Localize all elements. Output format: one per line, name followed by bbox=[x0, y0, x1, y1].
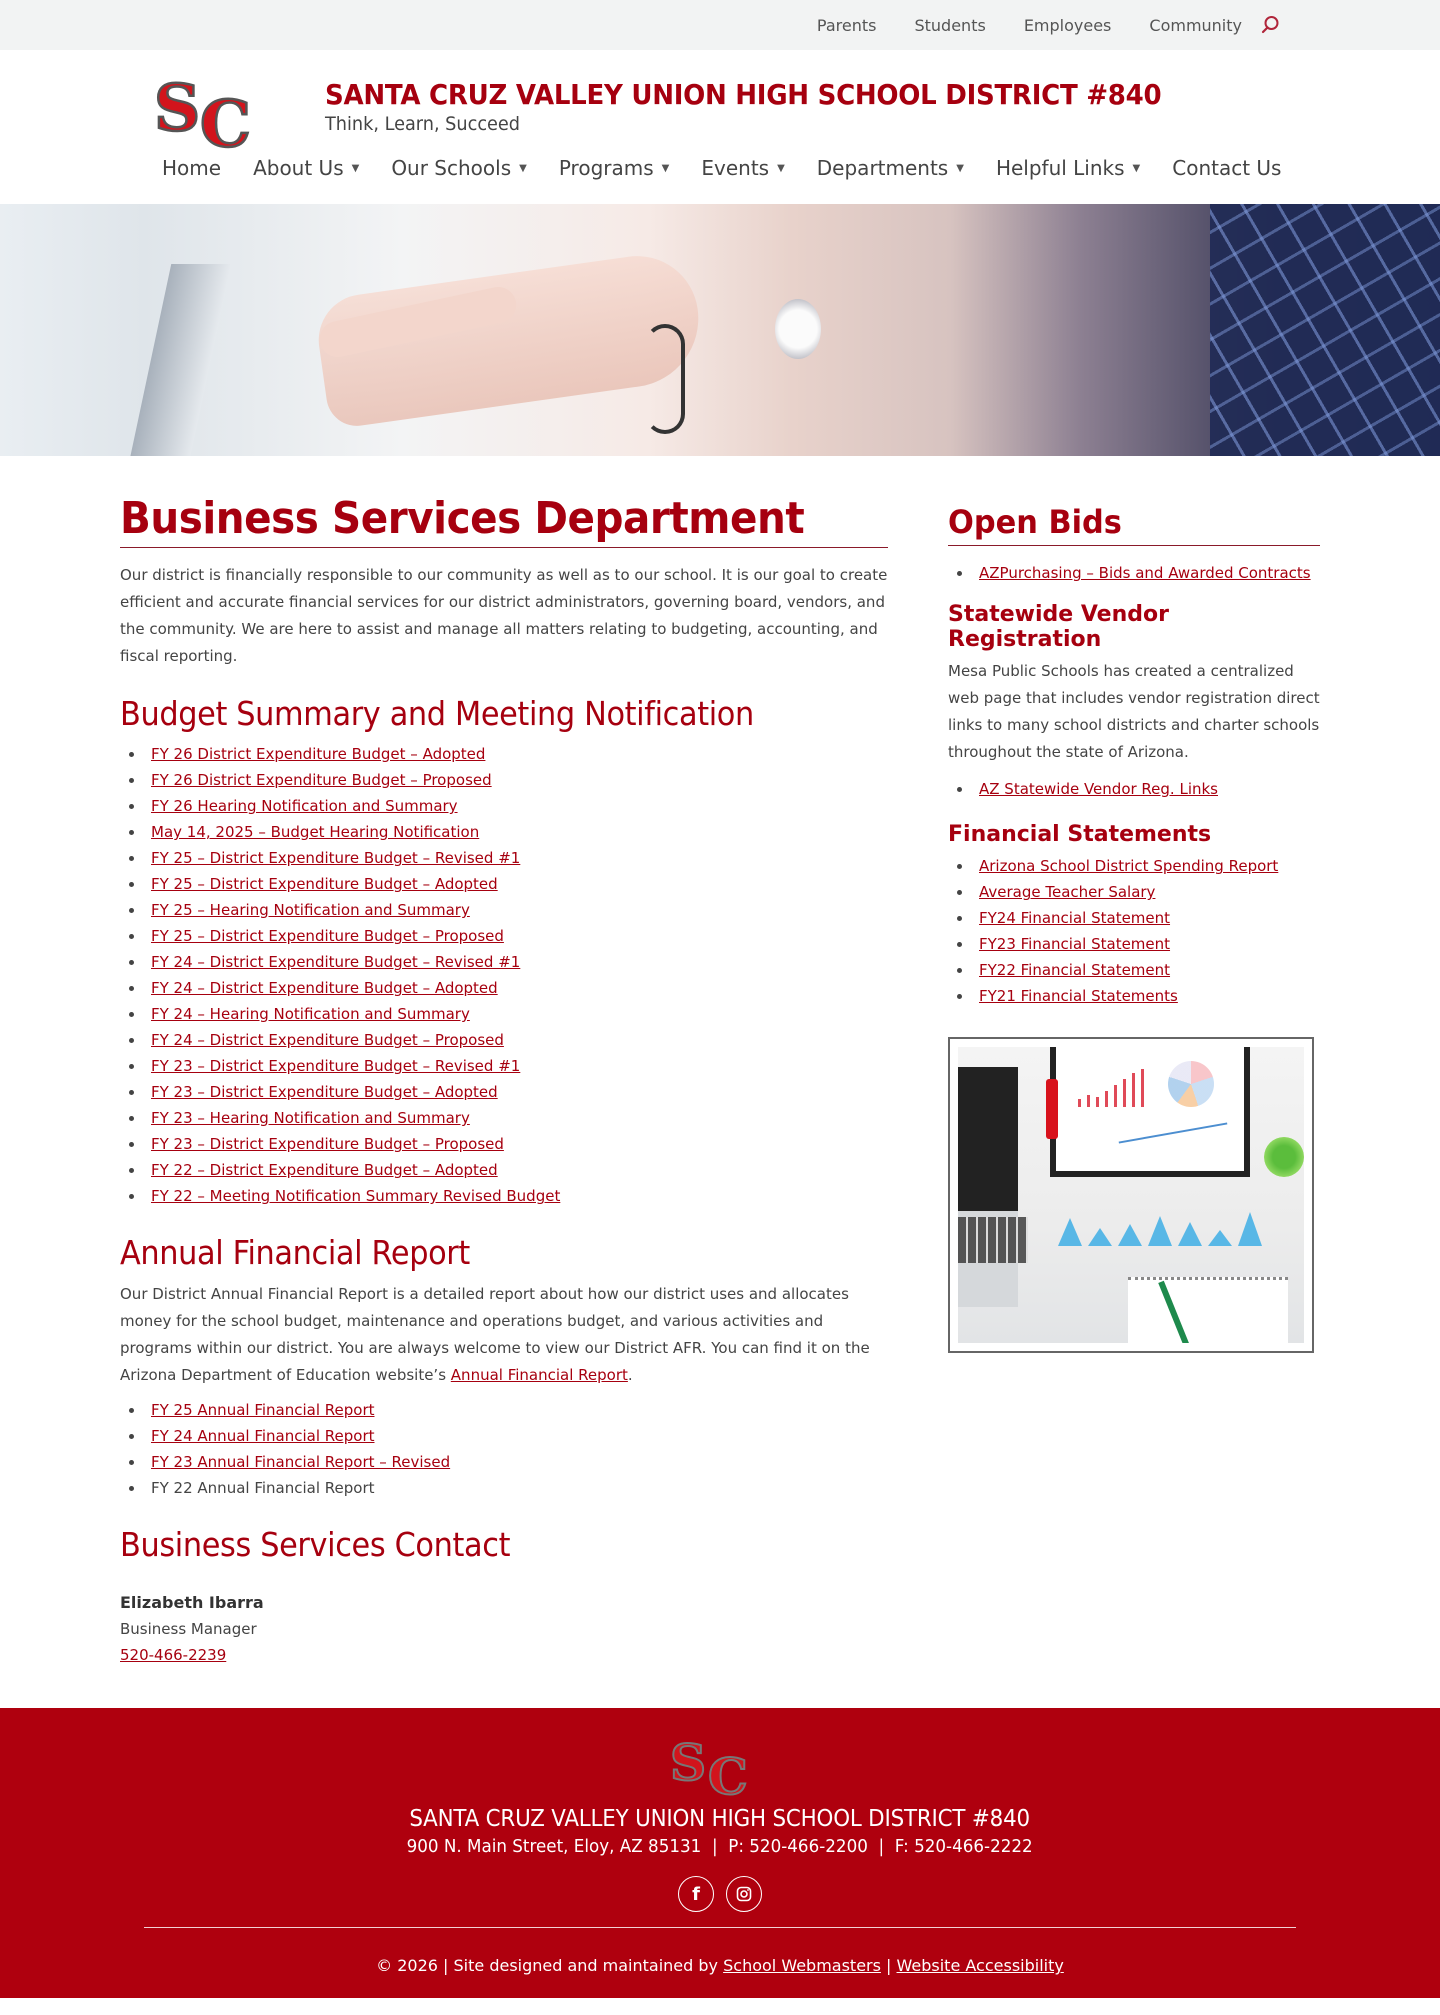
afr-plain-item: FY 22 Annual Financial Report bbox=[151, 1478, 375, 1497]
list-item bbox=[151, 1053, 888, 1079]
financial-link[interactable]: FY21 Financial Statements bbox=[979, 987, 1178, 1006]
list-item bbox=[151, 923, 888, 949]
svg-text:C: C bbox=[200, 87, 251, 150]
utility-link-parents[interactable]: Parents bbox=[816, 15, 877, 35]
afr-text-end: . bbox=[627, 1365, 633, 1384]
budget-link[interactable]: FY 25 – District Expenditure Budget – Proposed bbox=[151, 927, 504, 946]
site-title: SANTA CRUZ VALLEY UNION HIGH SCHOOL DISTRICT #840 bbox=[325, 78, 1162, 111]
nav-label: Contact Us bbox=[1172, 156, 1282, 180]
utility-link-community[interactable]: Community bbox=[1149, 15, 1242, 35]
list-item bbox=[979, 957, 1320, 983]
list-item bbox=[151, 767, 888, 793]
budget-link[interactable]: FY 22 – Meeting Notification Summary Revised Budget bbox=[151, 1187, 561, 1206]
instagram-icon[interactable] bbox=[726, 1876, 762, 1912]
list-item bbox=[151, 1105, 888, 1131]
budget-link[interactable]: FY 23 – District Expenditure Budget – Proposed bbox=[151, 1135, 504, 1154]
afr-link[interactable]: FY 24 Annual Financial Report bbox=[151, 1426, 375, 1445]
list-item bbox=[151, 845, 888, 871]
nav-label: About Us bbox=[253, 156, 344, 180]
caret-down-icon: ▼ bbox=[661, 162, 670, 174]
nav-item-programs[interactable] bbox=[559, 156, 670, 180]
budget-link[interactable]: FY 26 District Expenditure Budget – Proposed bbox=[151, 771, 492, 790]
utility-link-students[interactable]: Students bbox=[914, 15, 986, 35]
contact-name: Elizabeth Ibarra bbox=[120, 1593, 264, 1613]
photo-notebook-shape bbox=[1128, 1277, 1288, 1343]
list-item bbox=[979, 560, 1320, 586]
afr-link[interactable]: FY 25 Annual Financial Report bbox=[151, 1400, 375, 1419]
list-item bbox=[979, 776, 1320, 802]
hero-bracelet-shape bbox=[645, 324, 685, 434]
nav-label: Our Schools bbox=[391, 156, 512, 180]
budget-links-list bbox=[151, 741, 888, 1209]
budget-link[interactable]: FY 24 – District Expenditure Budget – Proposed bbox=[151, 1031, 504, 1050]
caret-down-icon: ▼ bbox=[777, 162, 785, 174]
list-item bbox=[979, 853, 1320, 879]
list-item bbox=[151, 1001, 888, 1027]
hero-tablet-shape bbox=[129, 264, 232, 456]
contact-role: Business Manager bbox=[120, 1620, 257, 1639]
photo-bar-chart-shape bbox=[1078, 1067, 1144, 1107]
footer-address: 900 N. Main Street, Eloy, AZ 85131 | P: 520-466-2200 | F: 520-466-2222 bbox=[406, 1836, 1034, 1858]
footer-copyright bbox=[0, 1956, 1440, 1975]
svg-text:C: C bbox=[708, 1747, 748, 1797]
photo-clip-shape bbox=[1046, 1079, 1058, 1139]
afr-link[interactable]: FY 23 Annual Financial Report – Revised bbox=[151, 1452, 451, 1471]
open-bids-list bbox=[979, 560, 1320, 586]
page-title: Business Services Department bbox=[120, 494, 888, 548]
list-item bbox=[151, 1157, 888, 1183]
open-bids-link[interactable]: AZPurchasing – Bids and Awarded Contracts bbox=[979, 564, 1311, 583]
contact-section-title: Business Services Contact bbox=[120, 1524, 511, 1564]
financial-statements-title: Financial Statements bbox=[948, 822, 1212, 848]
footer-logo bbox=[670, 1732, 766, 1796]
list-item bbox=[151, 1079, 888, 1105]
open-bids-title: Open Bids bbox=[948, 503, 1320, 546]
nav-item-events[interactable] bbox=[701, 156, 784, 180]
nav-label: Events bbox=[701, 156, 770, 180]
intro-paragraph: Our district is financially responsible to our community as well as to our school. It is our goal to create efficient and accurate financial services for our district administrators, governing board, vendors, and the community. We are here to assist and manage all matters relating to budgeting, accounting, and fiscal reporting. bbox=[120, 565, 888, 665]
financial-charts-photo bbox=[948, 1037, 1314, 1353]
list-item bbox=[151, 975, 888, 1001]
financial-link[interactable]: FY22 Financial Statement bbox=[979, 961, 1171, 980]
financial-statements-list bbox=[979, 853, 1320, 1009]
main-column bbox=[120, 456, 888, 1668]
list-item bbox=[151, 871, 888, 897]
contact-card bbox=[120, 1590, 888, 1668]
main-nav bbox=[162, 156, 1281, 180]
site-header bbox=[0, 50, 1440, 204]
list-item bbox=[979, 879, 1320, 905]
nav-item-departments[interactable] bbox=[817, 156, 964, 180]
list-item bbox=[979, 905, 1320, 931]
list-item bbox=[151, 1027, 888, 1053]
sidebar bbox=[948, 456, 1320, 1668]
photo-keyboard-shape bbox=[958, 1217, 1028, 1263]
search-icon[interactable] bbox=[1260, 15, 1280, 35]
list-item bbox=[151, 741, 888, 767]
nav-item-home[interactable] bbox=[162, 156, 221, 180]
list-item bbox=[151, 1423, 888, 1449]
nav-label: Departments bbox=[816, 156, 949, 180]
nav-label: Programs bbox=[558, 156, 654, 180]
separator: | bbox=[880, 1956, 897, 1976]
budget-link[interactable]: May 14, 2025 – Budget Hearing Notification bbox=[151, 823, 480, 842]
nav-label: Home bbox=[162, 156, 222, 180]
website-accessibility-link[interactable]: Website Accessibility bbox=[896, 1956, 1064, 1976]
list-item bbox=[151, 1449, 888, 1475]
caret-down-icon: ▼ bbox=[351, 162, 360, 174]
svg-text:S: S bbox=[670, 1733, 707, 1793]
nav-label: Helpful Links bbox=[995, 156, 1125, 180]
list-item bbox=[151, 793, 888, 819]
hero-plaid-shirt-shape bbox=[1210, 204, 1440, 456]
utility-bar bbox=[0, 0, 1440, 50]
financial-link[interactable]: FY24 Financial Statement bbox=[979, 909, 1171, 928]
budget-link[interactable]: FY 26 District Expenditure Budget – Adopted bbox=[151, 745, 486, 764]
list-item bbox=[151, 1131, 888, 1157]
nav-item-our-schools[interactable] bbox=[391, 156, 527, 180]
vendor-registration-title: Statewide Vendor Registration bbox=[948, 602, 1169, 653]
facebook-icon[interactable]: f bbox=[678, 1876, 714, 1912]
financial-link[interactable]: Arizona School District Spending Report bbox=[979, 857, 1279, 876]
district-logo[interactable] bbox=[152, 68, 274, 150]
vendor-links-list bbox=[979, 776, 1320, 802]
afr-text: Our District Annual Financial Report is a detailed report about how our district uses and allocates money for the school budget, maintenance and operations budget, and various activities and programs within our district. You are always welcome to view our District AFR. You can find it on the Arizona Department of Education website’s bbox=[120, 1284, 870, 1384]
photo-canvas bbox=[958, 1047, 1304, 1343]
financial-link[interactable]: FY23 Financial Statement bbox=[979, 935, 1171, 954]
site-footer bbox=[0, 1708, 1440, 1998]
budget-link[interactable]: FY 23 – District Expenditure Budget – Adopted bbox=[151, 1083, 498, 1102]
budget-link[interactable]: FY 24 – District Expenditure Budget – Revised #1 bbox=[151, 953, 521, 972]
caret-down-icon: ▼ bbox=[1132, 162, 1141, 174]
school-webmasters-link[interactable]: School Webmasters bbox=[723, 1956, 881, 1976]
social-links bbox=[0, 1876, 1440, 1912]
caret-down-icon: ▼ bbox=[956, 162, 964, 174]
budget-link[interactable]: FY 26 Hearing Notification and Summary bbox=[151, 797, 458, 816]
budget-link[interactable]: FY 24 – Hearing Notification and Summary bbox=[151, 1005, 470, 1024]
list-item bbox=[151, 1183, 888, 1209]
photo-plant-shape bbox=[1264, 1137, 1304, 1177]
nav-item-helpful-links[interactable] bbox=[996, 156, 1140, 180]
copyright-text: © 2026 | Site designed and maintained by bbox=[376, 1956, 724, 1976]
photo-pyramids-shape bbox=[1058, 1212, 1262, 1246]
afr-paragraph bbox=[120, 1281, 888, 1389]
footer-divider bbox=[144, 1927, 1296, 1928]
vendor-link[interactable]: AZ Statewide Vendor Reg. Links bbox=[979, 780, 1218, 799]
hero-watch-shape bbox=[775, 299, 821, 359]
afr-links-list bbox=[151, 1397, 888, 1501]
utility-link-employees[interactable]: Employees bbox=[1023, 15, 1112, 35]
budget-link[interactable]: FY 23 – Hearing Notification and Summary bbox=[151, 1109, 470, 1128]
budget-link[interactable]: FY 23 – District Expenditure Budget – Revised #1 bbox=[151, 1057, 521, 1076]
list-item bbox=[151, 897, 888, 923]
afr-inline-link[interactable]: Annual Financial Report bbox=[450, 1365, 628, 1384]
page-content bbox=[0, 456, 1440, 1708]
contact-phone-link[interactable]: 520-466-2239 bbox=[120, 1646, 227, 1665]
svg-text:S: S bbox=[154, 71, 201, 146]
budget-link[interactable]: FY 25 – District Expenditure Budget – Adopted bbox=[151, 875, 498, 894]
list-item bbox=[979, 931, 1320, 957]
nav-item-contact-us[interactable] bbox=[1172, 156, 1281, 180]
list-item bbox=[151, 949, 888, 975]
photo-laptop-shape bbox=[958, 1067, 1018, 1307]
list-item bbox=[151, 1475, 888, 1501]
list-item bbox=[979, 983, 1320, 1009]
budget-link[interactable]: FY 22 – District Expenditure Budget – Adopted bbox=[151, 1161, 498, 1180]
list-item bbox=[151, 819, 888, 845]
budget-link[interactable]: FY 24 – District Expenditure Budget – Adopted bbox=[151, 979, 498, 998]
budget-section-title: Budget Summary and Meeting Notification bbox=[120, 693, 754, 733]
financial-link[interactable]: Average Teacher Salary bbox=[979, 883, 1156, 902]
budget-link[interactable]: FY 25 – Hearing Notification and Summary bbox=[151, 901, 470, 920]
list-item bbox=[151, 1397, 888, 1423]
budget-link[interactable]: FY 25 – District Expenditure Budget – Revised #1 bbox=[151, 849, 521, 868]
footer-district-name: SANTA CRUZ VALLEY UNION HIGH SCHOOL DISTRICT #840 bbox=[409, 1806, 1031, 1833]
nav-item-about-us[interactable] bbox=[253, 156, 359, 180]
site-tagline: Think, Learn, Succeed bbox=[325, 113, 520, 135]
afr-section-title: Annual Financial Report bbox=[120, 1233, 470, 1273]
caret-down-icon: ▼ bbox=[519, 162, 527, 174]
vendor-registration-text: Mesa Public Schools has created a centralized web page that includes vendor registration direct links to many school districts and charter schools throughout the state of Arizona. bbox=[948, 662, 1320, 762]
hero-banner-image bbox=[0, 204, 1440, 456]
